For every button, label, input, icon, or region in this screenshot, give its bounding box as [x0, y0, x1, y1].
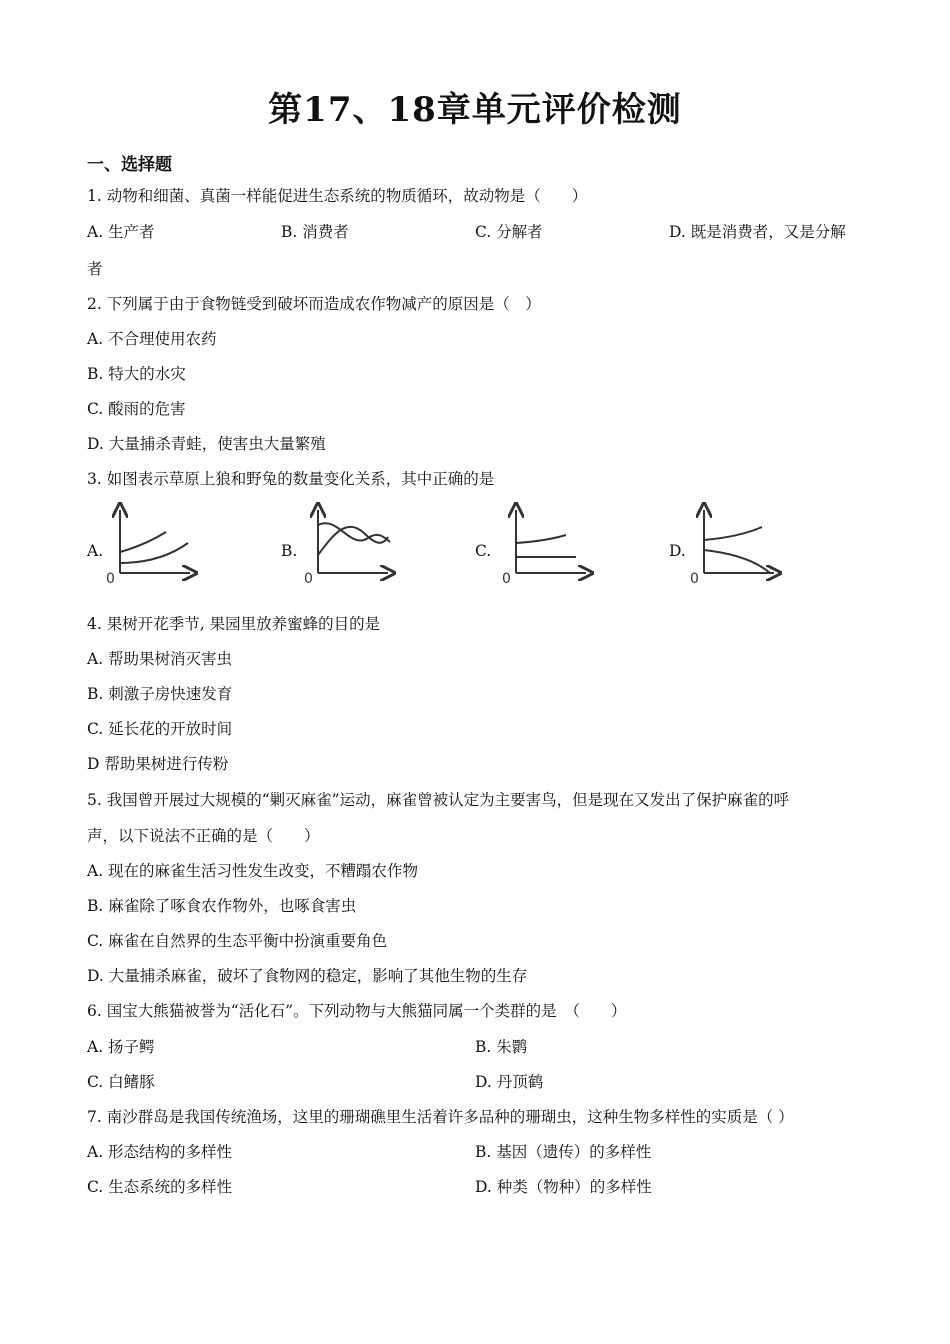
- q1-stem: 1. 动物和细菌、真菌一样能促进生态系统的物质循环，故动物是（ ）: [87, 187, 588, 205]
- q3-graph-c: [496, 505, 596, 590]
- q5-option-a: A. 现在的麻雀生活习性发生改变，不糟蹋农作物: [87, 862, 419, 880]
- q7-option-b: B. 基因（遗传）的多样性: [475, 1143, 652, 1161]
- page-title: 第17、18章单元评价检测: [268, 90, 682, 130]
- q7-option-c: C. 生态系统的多样性: [87, 1178, 233, 1196]
- q3-stem: 3. 如图表示草原上狼和野兔的数量变化关系，其中正确的是: [87, 470, 495, 488]
- q5-option-d: D. 大量捕杀麻雀，破坏了食物网的稳定，影响了其他生物的生存: [87, 967, 528, 985]
- q7-option-d: D. 种类（物种）的多样性: [475, 1178, 652, 1196]
- q3-option-c: C.: [475, 542, 492, 560]
- curve-falling: [704, 550, 770, 573]
- q5-stem-wrap: 声，以下说法不正确的是（ ）: [87, 827, 320, 845]
- q1-option-b: B. 消费者: [281, 223, 349, 241]
- curve-rising: [704, 527, 762, 540]
- curve-upper: [120, 532, 166, 552]
- curve-lower: [120, 543, 188, 563]
- q2-option-c: C. 酸雨的危害: [87, 400, 186, 418]
- q3-option-b: B.: [281, 542, 298, 560]
- q1-option-d-wrap: 者: [87, 260, 103, 278]
- curve-rising: [516, 535, 566, 543]
- q5-option-b: B. 麻雀除了啄食农作物外，也啄食害虫: [87, 897, 357, 915]
- q1-option-c: C. 分解者: [475, 223, 543, 241]
- q6-option-c: C. 白鳍豚: [87, 1073, 155, 1091]
- q7-stem: 7. 南沙群岛是我国传统渔场，这里的珊瑚礁里生活着许多品种的珊瑚虫，这种生物多样性的实质是（ ）: [87, 1108, 794, 1126]
- origin-label: 0: [304, 571, 313, 587]
- q5-option-c: C. 麻雀在自然界的生态平衡中扮演重要角色: [87, 932, 388, 950]
- q2-option-a: A. 不合理使用农药: [87, 330, 217, 348]
- q3-graph-d: [684, 505, 784, 590]
- q1-option-d: D. 既是消费者，又是分解: [669, 223, 846, 241]
- origin-label: 0: [106, 571, 115, 587]
- section-heading: 一、选择题: [87, 155, 172, 175]
- q3-option-a: A.: [87, 542, 104, 560]
- origin-label: 0: [690, 571, 699, 587]
- q6-stem: 6. 国宝大熊猫被誉为“活化石”。下列动物与大熊猫同属一个类群的是 （ ）: [87, 1002, 627, 1020]
- q5-stem: 5. 我国曾开展过大规模的“剿灭麻雀”运动，麻雀曾被认定为主要害鸟，但是现在又发出了保护麻雀的呼: [87, 791, 790, 809]
- q3-graph-a: [100, 505, 200, 590]
- q3-graph-b: [298, 505, 398, 590]
- q6-option-a: A. 扬子鳄: [87, 1038, 155, 1056]
- q4-option-a: A. 帮助果树消灭害虫: [87, 650, 233, 668]
- q2-option-b: B. 特大的水灾: [87, 365, 186, 383]
- q2-option-d: D. 大量捕杀青蛙，使害虫大量繁殖: [87, 435, 326, 453]
- q4-option-c: C. 延长花的开放时间: [87, 720, 233, 738]
- q6-option-b: B. 朱鹮: [475, 1038, 528, 1056]
- origin-label: 0: [502, 571, 511, 587]
- q6-option-d: D. 丹顶鹤: [475, 1073, 544, 1091]
- q4-option-d: D 帮助果树进行传粉: [87, 755, 229, 773]
- curve-second: [318, 527, 388, 555]
- q4-stem: 4. 果树开花季节, 果园里放养蜜蜂的目的是: [87, 615, 381, 633]
- q7-option-a: A. 形态结构的多样性: [87, 1143, 233, 1161]
- q3-option-d: D.: [669, 542, 686, 560]
- curve-first: [318, 523, 390, 542]
- q2-stem: 2. 下列属于由于食物链受到破坏而造成农作物减产的原因是（ ）: [87, 295, 541, 313]
- q1-option-a: A. 生产者: [87, 223, 155, 241]
- q4-option-b: B. 刺激子房快速发育: [87, 685, 233, 703]
